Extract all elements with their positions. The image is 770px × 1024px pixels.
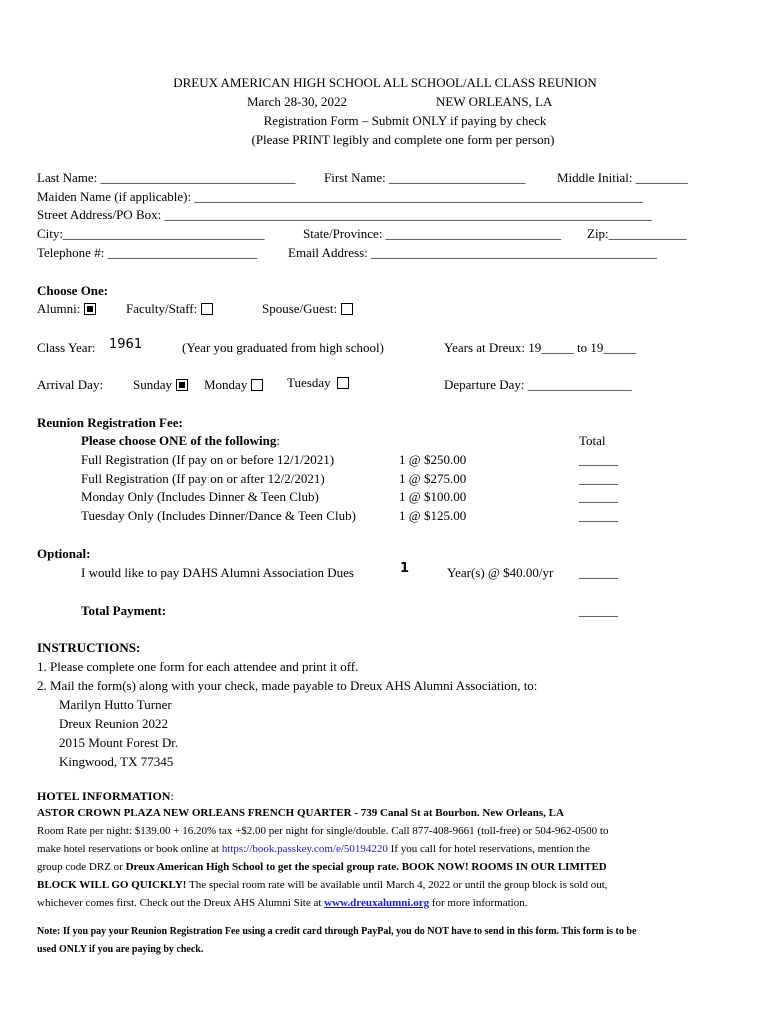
maiden-name-field[interactable]: Maiden Name (if applicable): _____________________________________________________________________ — [37, 189, 643, 204]
spouse-option[interactable] — [262, 301, 353, 317]
street-address-field[interactable]: Street Address/PO Box: ___________________________________________________________________________ — [37, 207, 652, 222]
fee-total-header: Total — [579, 433, 606, 448]
passkey-booking-link[interactable]: https://book.passkey.com/e/50194220 — [221, 843, 388, 855]
fee-row-label: Full Registration (If pay on or after 12/2/2021) — [81, 471, 325, 486]
years-at-dreux-field[interactable]: Years at Dreux: 19_____ to 19_____ — [444, 340, 636, 355]
optional-heading: Optional: — [37, 546, 91, 561]
mail-address-line: Marilyn Hutto Turner — [59, 697, 172, 712]
fee-row-price: 1 @ $100.00 — [399, 489, 467, 504]
fee-heading: Reunion Registration Fee: — [37, 415, 183, 430]
instruction-item: 1. Please complete one form for each attendee and print it off. — [37, 659, 359, 674]
class-year-note: (Year you graduated from high school) — [182, 340, 384, 355]
alumni-site-text-2: for more information. — [429, 897, 528, 909]
mail-address-line: 2015 Mount Forest Dr. — [59, 735, 179, 750]
total-payment-label: Total Payment: — [81, 603, 167, 618]
mail-address-line: Dreux Reunion 2022 — [59, 716, 169, 731]
fee-row-total[interactable]: ______ — [579, 489, 618, 504]
group-code-text: group code DRZ or — [37, 861, 126, 873]
fee-row-price: 1 @ $125.00 — [399, 508, 467, 523]
instruction-item: 2. Mail the form(s) along with your check, made payable to Dreux AHS Alumni Association, to: — [37, 678, 538, 693]
sunday-label: Sunday — [133, 377, 172, 392]
dues-total[interactable]: ______ — [579, 565, 618, 580]
email-field[interactable]: Email Address: ____________________________________________ — [288, 245, 658, 260]
group-rate-text: Dreux American High School to get the special group rate. BOOK NOW! ROOMS IN OUR LIMITED — [125, 861, 607, 873]
tuesday-checkbox[interactable] — [337, 377, 349, 389]
departure-day-field[interactable]: Departure Day: ________________ — [444, 377, 632, 392]
arrival-sunday-option[interactable] — [133, 377, 188, 393]
fee-row-total[interactable]: ______ — [579, 508, 618, 523]
fee-choose-colon: : — [276, 433, 280, 448]
alumni-site-text: whichever comes first. Check out the Dreux AHS Alumni Site at — [37, 897, 325, 909]
form-instruction: (Please PRINT legibly and complete one form per person) — [251, 132, 555, 147]
middle-initial-field[interactable]: Middle Initial: ________ — [557, 170, 688, 185]
fee-row-total[interactable]: ______ — [579, 452, 618, 467]
fee-row-label: Monday Only (Includes Dinner & Teen Club) — [81, 489, 319, 504]
form-title: DREUX AMERICAN HIGH SCHOOL ALL SCHOOL/ALL CLASS REUNION — [173, 75, 597, 90]
zip-field[interactable]: Zip:____________ — [587, 226, 687, 241]
monday-label: Monday — [204, 377, 248, 392]
paypal-note-line: Note: If you pay your Reunion Registration Fee using a credit card through PayPal, you do NOT have to send in this form. This form is to be — [37, 926, 637, 937]
fee-row-total[interactable]: ______ — [579, 471, 618, 486]
telephone-field[interactable]: Telephone #: _______________________ — [37, 245, 258, 260]
form-subtitle: Registration Form – Submit ONLY if paying by check — [263, 113, 547, 128]
hotel-booking-line — [37, 843, 590, 855]
arrival-day-label: Arrival Day: — [37, 377, 104, 392]
spouse-checkbox[interactable] — [341, 303, 353, 315]
dues-label: I would like to pay DAHS Alumni Association Dues — [81, 565, 354, 580]
paypal-note-line: used ONLY if you are paying by check. — [37, 944, 204, 955]
fee-row-price: 1 @ $275.00 — [399, 471, 467, 486]
hotel-name: ASTOR CROWN PLAZA NEW ORLEANS FRENCH QUARTER - 739 Canal St at Bourbon. New Orleans, LA — [37, 807, 564, 819]
fee-row-label: Full Registration (If pay on or before 12/1/2021) — [81, 452, 335, 467]
hotel-booking-text: make hotel reservations or book online at — [37, 843, 222, 855]
first-name-field[interactable]: First Name: _____________________ — [324, 170, 526, 185]
rate-availability-text: The special room rate will be available until March 4, 2022 or until the group block is sold out, — [186, 879, 608, 891]
last-name-field[interactable]: Last Name: ______________________________ — [37, 170, 296, 185]
fee-row-price: 1 @ $250.00 — [399, 452, 467, 467]
fee-row-label: Tuesday Only (Includes Dinner/Dance & Teen Club) — [81, 508, 356, 523]
total-payment-value[interactable]: ______ — [579, 603, 618, 618]
arrival-tuesday-option[interactable] — [287, 375, 349, 391]
block-warning-text: BLOCK WILL GO QUICKLY! — [37, 879, 187, 891]
hotel-booking-text-2: If you call for hotel reservations, mention the — [387, 843, 590, 855]
class-year-label: Class Year: — [37, 340, 96, 355]
hotel-block-line — [37, 879, 608, 891]
alumni-site-line — [37, 897, 527, 909]
hotel-heading-text: HOTEL INFORMATION — [37, 789, 171, 803]
faculty-checkbox[interactable] — [201, 303, 213, 315]
hotel-rate-line: Room Rate per night: $139.00 + 16.20% tax +$2.00 per night for single/double. Call 877-408-9661 (toll-free) or 504-962-0500 to — [37, 825, 609, 837]
state-field[interactable]: State/Province: ___________________________ — [303, 226, 562, 241]
arrival-monday-option[interactable] — [204, 377, 263, 393]
event-dates: March 28-30, 2022 — [247, 94, 348, 109]
sunday-checkbox[interactable] — [176, 379, 188, 391]
event-location: NEW ORLEANS, LA — [436, 94, 553, 109]
alumni-checkbox[interactable] — [84, 303, 96, 315]
alumni-option[interactable] — [37, 301, 96, 317]
fee-choose-text: Please choose ONE of the following — [81, 433, 277, 448]
faculty-label: Faculty/Staff: — [126, 301, 198, 316]
faculty-option[interactable] — [126, 301, 213, 317]
dues-years-value[interactable]: 1 — [400, 561, 410, 576]
city-field[interactable]: City:_______________________________ — [37, 226, 265, 241]
mail-address-line: Kingwood, TX 77345 — [59, 754, 174, 769]
tuesday-label: Tuesday — [287, 375, 331, 390]
hotel-heading — [37, 789, 174, 804]
choose-one-heading: Choose One: — [37, 283, 109, 298]
hotel-group-code-line — [37, 861, 607, 873]
class-year-value[interactable]: 1961 — [109, 337, 143, 352]
instructions-heading: INSTRUCTIONS: — [37, 640, 141, 655]
monday-checkbox[interactable] — [251, 379, 263, 391]
alumni-label: Alumni: — [37, 301, 81, 316]
hotel-heading-colon: : — [170, 789, 174, 803]
spouse-label: Spouse/Guest: — [262, 301, 338, 316]
fee-choose-instruction — [81, 433, 280, 449]
dues-price: Year(s) @ $40.00/yr — [447, 565, 554, 580]
alumni-site-link[interactable]: www.dreuxalumni.org — [324, 897, 430, 909]
